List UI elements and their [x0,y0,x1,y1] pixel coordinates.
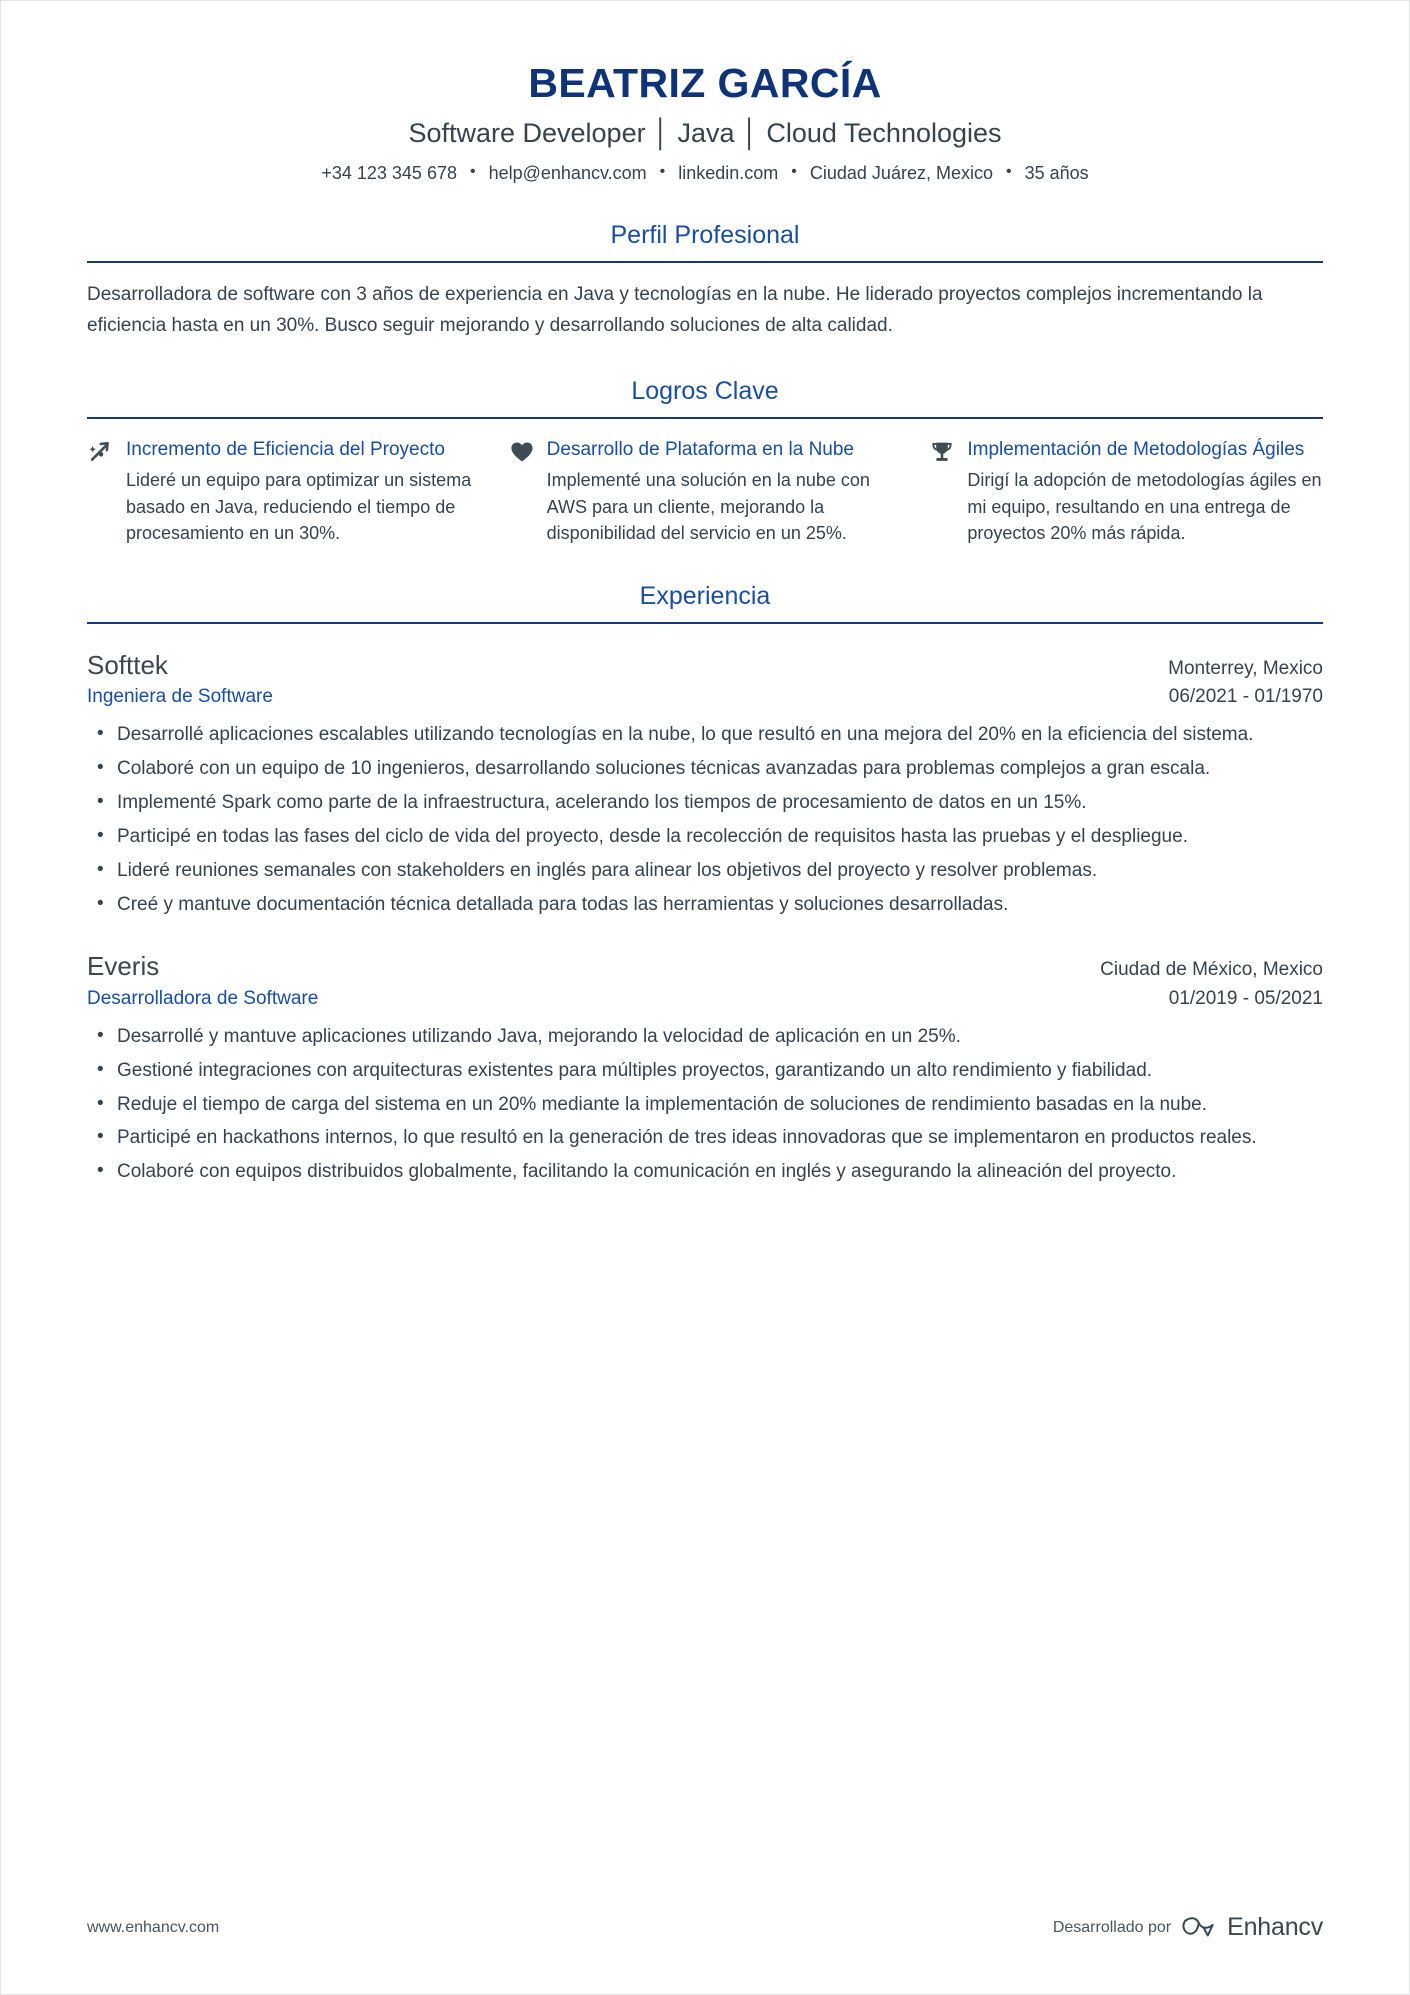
summary-body [87,263,1323,342]
experience-bullet: • Desarrollé y mantuve aplicaciones utilizando Java, mejorando la velocidad de aplicación en un 25%. [87,1023,1323,1052]
experience-role: Desarrolladora de Software [87,988,319,1010]
experience-entry-subheader [87,685,1323,710]
contact-age: 35 años [1024,162,1089,183]
experience-role: Ingeniera de Software [87,686,273,708]
achievement-title: Implementación de Metodologías Ágiles [967,438,1305,460]
achievement-text [547,437,903,547]
contact-location: Ciudad Juárez, Mexico [809,162,993,183]
experience-location: Monterrey, Mexico [1168,657,1323,679]
experience-bullet: • Colaboré con un equipo de 10 ingenieros, desarrollando soluciones técnicas avanzadas para problemas complejos a gran escala. [87,755,1323,784]
experience-bullet: • Colaboré con equipos distribuidos globalmente, facilitando la comunicación en inglés y asegurando la alineación del proyecto. [87,1158,1323,1187]
heart-icon [508,437,536,465]
experience-bullet: • Lideré reuniones semanales con stakeholders en inglés para alinear los objetivos del proyecto y resolver problemas. [87,857,1323,886]
enhancv-brand-name: Enhancv [1227,1913,1323,1941]
experience-dates: 06/2021 - 01/1970 [1168,686,1323,708]
contact-separator: • [659,162,666,180]
achievement-title: Desarrollo de Plataforma en la Nube [546,438,855,460]
contact-line [87,161,1323,186]
section-title-experience: Experiencia [639,581,771,610]
experience-entry-header [87,950,1323,983]
achievement-description: Lideré un equipo para optimizar un sistema basado en Java, reduciendo el tiempo de procesamiento en un 30%. [126,469,472,544]
achievement-item [508,437,903,547]
experience-bullet: • Gestioné integraciones con arquitecturas existentes para múltiples proyectos, garantizando un alto rendimiento y fiabilidad. [87,1057,1323,1086]
achievement-item [87,437,482,547]
experience-location: Ciudad de México, Mexico [1100,959,1323,981]
footer-branding [1053,1913,1323,1942]
experience-entry [87,641,1323,920]
summary-text: Desarrolladora de software con 3 años de experiencia en Java y tecnologías en la nube. He liderado proyectos complejos incrementando la eficiencia hasta en un 30%. Busco seguir mejorando y desarrollando soluciones de alta calidad. [87,284,1263,336]
experience-bullet: • Implementé Spark como parte de la infraestructura, acelerando los tiempos de procesamiento de datos en un 15%. [87,789,1323,818]
contact-linkedin[interactable]: linkedin.com [678,162,779,183]
achievement-text [967,437,1323,547]
achievement-title: Incremento de Eficiencia del Proyecto [126,438,445,460]
experience-bullet: • Reduje el tiempo de carga del sistema en un 20% mediante la implementación de soluciones de rendimiento basadas en la nube. [87,1091,1323,1120]
experience-entry-subheader [87,987,1323,1012]
experience-entry-header [87,649,1323,682]
experience-entry [87,924,1323,1187]
candidate-name: BEATRIZ GARCÍA [528,60,882,106]
section-title-summary: Perfil Profesional [610,221,800,250]
achievement-description: Dirigí la adopción de metodologías ágiles en mi equipo, resultando en una entrega de proyectos 20% más rápida. [967,469,1322,544]
experience-bullet: • Participé en hackathons internos, lo que resultó en la generación de tres ideas innovadoras que se implementaron en productos reales. [87,1124,1323,1153]
contact-phone: +34 123 345 678 [321,162,457,183]
page-footer [87,1913,1323,1942]
achievement-text [126,437,482,547]
experience-company: Everis [87,951,160,982]
section-achievements [87,376,1323,547]
trend-arrow-up-icon [87,437,115,465]
achievement-item [928,437,1323,547]
contact-separator: • [791,162,797,180]
enhancv-logo-icon [1182,1916,1216,1940]
experience-company: Softtek [87,649,168,680]
trophy-icon [928,437,956,465]
footer-credit-label: Desarrollado por [1052,1918,1172,1936]
achievement-description: Implementé una solución en la nube con AWS para un cliente, mejorando la disponibilidad del servicio en un 25%. [546,469,870,544]
experience-bullet: • Participé en todas las fases del ciclo de vida del proyecto, desde la recolección de requisitos hasta las pruebas y el despliegue. [87,823,1323,852]
experience-bullet: • Creé y mantuve documentación técnica detallada para todas las herramientas y soluciones desarrolladas. [87,891,1323,920]
experience-body [87,624,1323,1187]
achievements-list [87,419,1323,547]
contact-email[interactable]: help@enhancv.com [488,162,647,183]
resume-header [87,1,1323,186]
section-summary [87,220,1323,342]
contact-separator: • [469,162,476,180]
experience-bullet: • Desarrollé aplicaciones escalables utilizando tecnologías en la nube, lo que resultó en una mejora del 20% en la eficiencia del sistema. [87,721,1323,750]
section-experience [87,581,1323,1187]
experience-bullets [87,1023,1323,1187]
footer-website[interactable]: www.enhancv.com [87,1918,220,1936]
candidate-headline: Software Developer │ Java │ Cloud Technologies [408,118,1002,149]
contact-separator: • [1005,162,1012,180]
experience-bullets [87,721,1323,919]
section-title-achievements: Logros Clave [631,376,779,405]
experience-dates: 01/2019 - 05/2021 [1168,988,1323,1010]
